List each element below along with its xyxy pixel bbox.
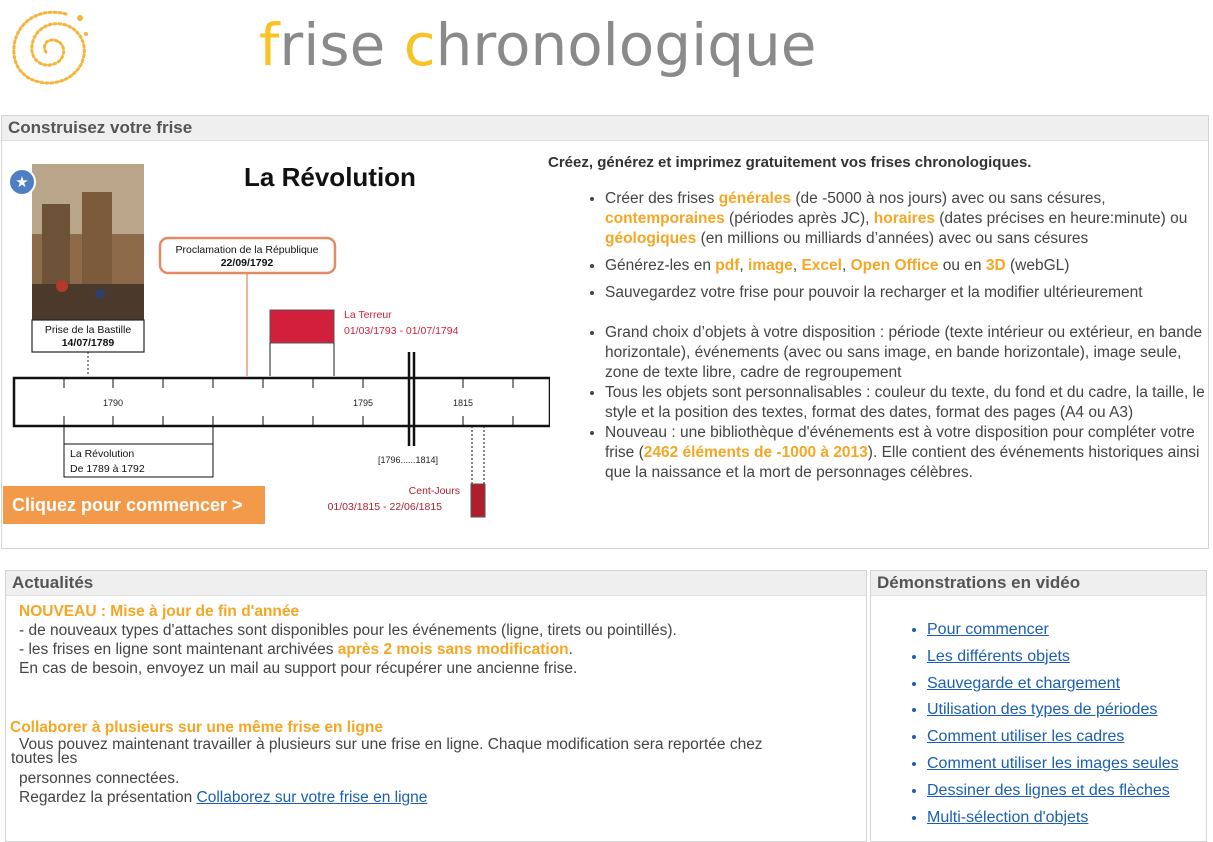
news-item-line: - de nouveaux types d'attaches sont disponibles pour les événements (ligne, tirets ou pointillés). bbox=[19, 622, 677, 639]
news-item-line bbox=[19, 640, 866, 659]
feature-highlight: 2462 éléments de -1000 à 2013 bbox=[643, 444, 868, 461]
axis-label-1815: 1815 bbox=[452, 398, 474, 408]
video-link[interactable]: Dessiner des lignes et des flèches bbox=[927, 781, 1170, 799]
revolution-dates: De 1789 à 1792 bbox=[70, 463, 145, 475]
feature-item bbox=[605, 283, 1208, 303]
video-link[interactable]: Pour commencer bbox=[927, 621, 1049, 638]
feature-text: , bbox=[792, 257, 802, 274]
preview-title: La Révolution bbox=[244, 162, 416, 192]
news-item-title: Collaborer à plusieurs sur une même frise en ligne bbox=[10, 719, 383, 736]
feature-text: , bbox=[739, 257, 749, 274]
feature-text: ). Elle contient des événements historiques ainsi que la naissance et la mort de personnages célèbres. bbox=[605, 444, 1200, 481]
bastille-label: Prise de la Bastille bbox=[44, 324, 132, 336]
feature-text: (de -5000 à nos jours) avec ou sans césures, bbox=[791, 190, 1106, 207]
video-list-item bbox=[927, 674, 1206, 694]
feature-highlight: Open Office bbox=[850, 257, 939, 274]
news-text: . bbox=[568, 641, 573, 658]
feature-text: Générez-les en bbox=[605, 257, 716, 274]
feature-text: ou en bbox=[938, 257, 986, 274]
news-text: - les frises en ligne sont maintenant archivées bbox=[19, 641, 338, 658]
video-list bbox=[871, 620, 1206, 828]
feature-text: Nouveau : une bibliothèque d'événements est à votre disposition pour compléter votre frise ( bbox=[605, 424, 1195, 461]
axis-label-1790: 1790 bbox=[102, 398, 124, 408]
site-title-part: f bbox=[259, 11, 280, 79]
feature-highlight: pdf bbox=[715, 257, 740, 274]
feature-highlight: générales bbox=[718, 190, 792, 207]
site-title-part: rise bbox=[279, 11, 404, 79]
feature-text: (en millions ou milliards d’années) avec ou sans césures bbox=[696, 230, 1089, 247]
video-link[interactable]: Multi-sélection d'objets bbox=[927, 808, 1089, 826]
terreur-label: La Terreur bbox=[344, 309, 392, 321]
video-link[interactable]: Sauvegarde et chargement bbox=[927, 674, 1121, 692]
collab-link[interactable]: Collaborez sur votre frise en ligne bbox=[196, 789, 428, 806]
feature-highlight: image bbox=[748, 257, 793, 274]
news-heading: Actualités bbox=[6, 571, 866, 596]
feature-highlight: Excel bbox=[801, 257, 842, 274]
news-text: Regardez la présentation bbox=[19, 789, 197, 806]
feature-item bbox=[605, 189, 1208, 249]
build-description bbox=[548, 154, 1208, 483]
timeline-preview[interactable] bbox=[8, 144, 550, 544]
video-link[interactable]: Utilisation des types de périodes bbox=[927, 701, 1158, 719]
video-list-item bbox=[927, 808, 1206, 828]
feature-highlight: horaires bbox=[873, 210, 935, 227]
gap-label: [1796......1814] bbox=[378, 455, 439, 465]
news-highlight: après 2 mois sans modification bbox=[337, 641, 569, 658]
build-intro: Créez, générez et imprimez gratuitement vos frises chronologiques. bbox=[548, 154, 1032, 171]
video-list-item bbox=[927, 781, 1206, 801]
feature-highlight: 3D bbox=[985, 257, 1006, 274]
news-panel bbox=[5, 570, 867, 842]
video-list-item bbox=[927, 754, 1206, 774]
video-link[interactable]: Les différents objets bbox=[927, 647, 1070, 665]
video-list-item bbox=[927, 647, 1206, 667]
feature-text: Tous les objets sont personnalisables : couleur du texte, du fond et du cadre, la taille, le style et la position des textes, format des dates, format des pages (A4 ou A3) bbox=[605, 384, 1205, 421]
site-title-part: c bbox=[403, 11, 436, 79]
build-heading: Construisez votre frise bbox=[2, 116, 1208, 141]
news-item-line: toutes les bbox=[11, 750, 78, 767]
axis-label-1795: 1795 bbox=[352, 398, 374, 408]
news-item-line: En cas de besoin, envoyez un mail au support pour récupérer une ancienne frise. bbox=[19, 660, 578, 677]
news-item-collab bbox=[6, 718, 866, 807]
video-list-item bbox=[927, 620, 1206, 640]
republique-label: Proclamation de la République bbox=[175, 244, 319, 256]
news-item-update bbox=[6, 602, 866, 678]
feature-item bbox=[605, 256, 1208, 276]
site-title-part: hronologique bbox=[435, 11, 817, 79]
feature-list bbox=[548, 189, 1208, 483]
site-title bbox=[259, 10, 816, 80]
feature-highlight: contemporaines bbox=[605, 210, 725, 227]
news-body bbox=[6, 596, 866, 807]
revolution-label: La Révolution bbox=[70, 448, 135, 460]
video-link[interactable]: Comment utiliser les cadres bbox=[927, 728, 1125, 746]
cent-jours-dates: 01/03/1815 - 22/06/1815 bbox=[327, 501, 442, 513]
feature-highlight: géologiques bbox=[605, 230, 697, 247]
feature-text: Grand choix d’objets à votre disposition : période (texte intérieur ou extérieur, en bande horizontale), événements (avec ou sans image, en bande horizontale), image seule, zone de texte libre, cadre de regroupement bbox=[605, 324, 1203, 381]
video-heading: Démonstrations en vidéo bbox=[871, 571, 1206, 596]
feature-text: (webGL) bbox=[1005, 257, 1070, 274]
feature-text: (dates précises en heure:minute) ou bbox=[934, 210, 1188, 227]
video-panel bbox=[870, 570, 1207, 842]
feature-item bbox=[605, 423, 1208, 483]
feature-item bbox=[605, 323, 1208, 383]
republique-date: 22/09/1792 bbox=[220, 257, 274, 269]
feature-item bbox=[605, 383, 1208, 423]
site-logo[interactable] bbox=[6, 4, 96, 92]
news-item-line: personnes connectées. bbox=[19, 770, 180, 787]
bastille-image bbox=[32, 164, 144, 320]
cent-jours-label: Cent-Jours bbox=[408, 485, 460, 497]
bastille-date: 14/07/1789 bbox=[61, 337, 115, 349]
news-item-title: NOUVEAU : Mise à jour de fin d'année bbox=[19, 603, 300, 620]
video-list-item bbox=[927, 727, 1206, 747]
video-link[interactable]: Comment utiliser les images seules bbox=[927, 754, 1179, 772]
feature-text: Créer des frises bbox=[605, 190, 719, 207]
video-list-item bbox=[927, 700, 1206, 720]
feature-text: Sauvegardez votre frise pour pouvoir la recharger et la modifier ultérieurement bbox=[605, 284, 1143, 301]
build-panel bbox=[1, 115, 1209, 549]
news-item-line: Vous pouvez maintenant travailler à plusieurs sur une frise en ligne. Chaque modification sera reportée chez bbox=[19, 736, 763, 753]
favorite-star-icon[interactable] bbox=[9, 169, 35, 195]
feature-text: (périodes après JC), bbox=[724, 210, 874, 227]
svg-text:★: ★ bbox=[15, 173, 29, 191]
start-button[interactable]: Cliquez pour commencer > bbox=[3, 486, 265, 524]
terreur-dates: 01/03/1793 - 01/07/1794 bbox=[344, 325, 459, 337]
news-item-line bbox=[6, 788, 866, 807]
feature-text: , bbox=[841, 257, 851, 274]
